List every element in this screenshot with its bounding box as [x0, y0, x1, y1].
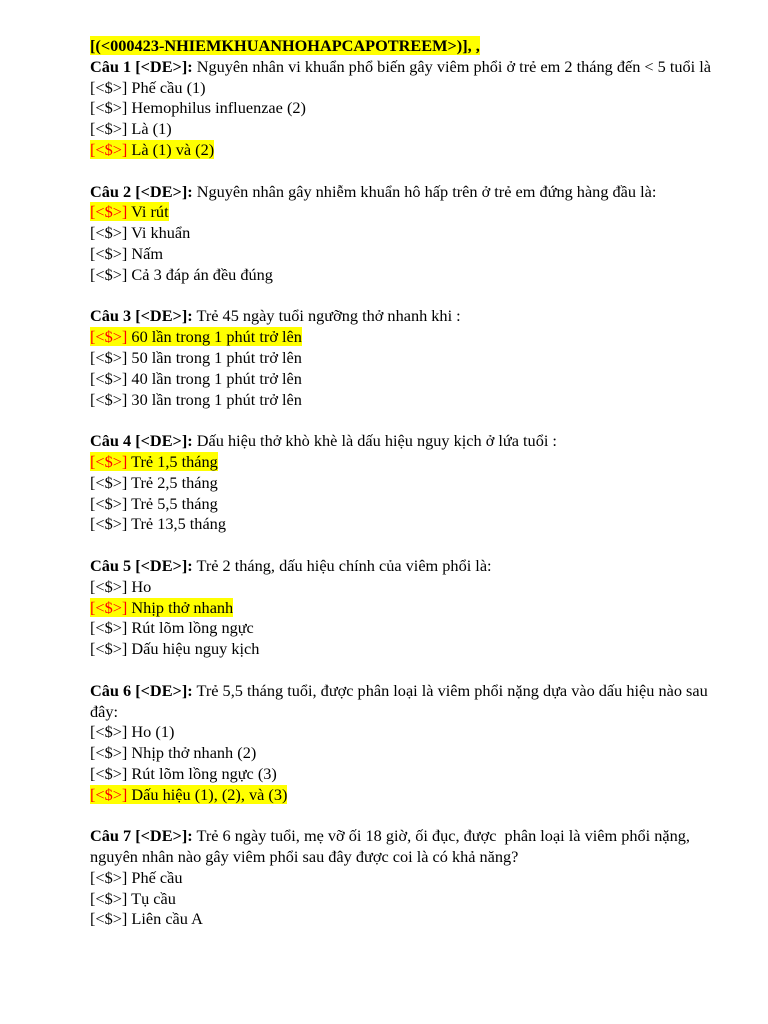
question-block-5 [90, 556, 730, 660]
answer-option [90, 223, 730, 244]
answer-marker: [<$>] [90, 618, 128, 638]
answer-marker: [<$>] [90, 639, 128, 659]
answer-option [90, 868, 730, 889]
answer-option [90, 473, 730, 494]
answer-marker: [<$>] [90, 202, 128, 222]
answer-text: Là (1) và (2) [127, 139, 215, 159]
question-stem [90, 556, 730, 577]
answer-text: Hemophilus influenzae (2) [127, 98, 306, 118]
answer-text: Trẻ 13,5 tháng [127, 514, 226, 534]
answer-text: Rút lõm lồng ngực (3) [127, 763, 277, 783]
answer-option [90, 78, 730, 99]
answer-text: Nhịp thở nhanh [127, 597, 234, 617]
answer-option-content [90, 577, 151, 596]
answer-marker: [<$>] [90, 514, 128, 534]
answer-option-correct [90, 140, 730, 161]
answer-marker: [<$>] [90, 77, 128, 97]
answer-option-content [90, 223, 190, 242]
answer-text: 40 lần trong 1 phút trở lên [127, 368, 302, 388]
question-label: Câu 4 [<DE>]: [90, 431, 193, 451]
answer-marker: [<$>] [90, 784, 128, 804]
answer-option [90, 98, 730, 119]
answer-text: Trẻ 1,5 tháng [127, 451, 218, 471]
question-stem [90, 431, 730, 452]
answer-text: Dấu hiệu (1), (2), và (3) [127, 784, 288, 804]
question-label: Câu 7 [<DE>]: [90, 826, 193, 846]
question-text: Nguyên nhân vi khuẩn phổ biến gây viêm phổi ở trẻ em 2 tháng đến < 5 tuổi là [192, 56, 712, 76]
answer-option-content [90, 889, 176, 908]
question-stem [90, 826, 730, 868]
answer-option-content [90, 202, 169, 221]
answer-marker: [<$>] [90, 867, 128, 887]
question-text: Dấu hiệu thở khò khè là dấu hiệu nguy kịch ở lứa tuổi : [192, 431, 557, 451]
answer-marker: [<$>] [90, 368, 128, 388]
answer-option-content [90, 327, 302, 346]
question-text: Trẻ 6 ngày tuổi, mẹ vỡ ối 18 giờ, ối đục, được phân loại là viêm phổi nặng, nguyên nhân nào gây viêm phổi sau đây được coi là có khả năng? [90, 826, 695, 867]
document-page [90, 36, 730, 930]
answer-option-content [90, 743, 256, 762]
answer-option [90, 764, 730, 785]
question-label: Câu 6 [<DE>]: [90, 680, 193, 700]
answer-text: Tụ cầu [127, 888, 176, 908]
answer-marker: [<$>] [90, 119, 128, 139]
question-block-7 [90, 826, 730, 930]
answer-option [90, 369, 730, 390]
answer-text: Cả 3 đáp án đều đúng [127, 264, 273, 284]
answer-marker: [<$>] [90, 389, 128, 409]
answer-option-content [90, 868, 183, 887]
answer-marker: [<$>] [90, 763, 128, 783]
question-block-2 [90, 182, 730, 286]
answer-marker: [<$>] [90, 576, 128, 596]
answer-option [90, 722, 730, 743]
answer-option [90, 244, 730, 265]
answer-option-correct [90, 327, 730, 348]
answer-text: Liên cầu A [127, 909, 203, 929]
answer-option [90, 348, 730, 369]
answer-option-correct [90, 598, 730, 619]
answer-option-content [90, 140, 214, 159]
answer-option-content [90, 348, 302, 367]
question-stem [90, 182, 730, 203]
question-label: Câu 5 [<DE>]: [90, 555, 193, 575]
answer-text: Nhịp thở nhanh (2) [127, 743, 257, 763]
question-label: Câu 3 [<DE>]: [90, 306, 193, 326]
answer-option-content [90, 473, 218, 492]
answer-text: Vi rút [127, 202, 169, 222]
question-block-4 [90, 431, 730, 535]
answer-marker: [<$>] [90, 493, 128, 513]
answer-option [90, 494, 730, 515]
answer-option-content [90, 909, 203, 928]
question-block-1 [90, 57, 730, 161]
answer-text: Trẻ 2,5 tháng [127, 472, 218, 492]
answer-option [90, 743, 730, 764]
answer-marker: [<$>] [90, 347, 128, 367]
answer-text: 50 lần trong 1 phút trở lên [127, 347, 302, 367]
answer-option [90, 618, 730, 639]
answer-marker: [<$>] [90, 451, 128, 471]
answer-option-content [90, 265, 273, 284]
answer-option-correct [90, 452, 730, 473]
question-label: Câu 2 [<DE>]: [90, 181, 193, 201]
answer-option-content [90, 618, 254, 637]
answer-marker: [<$>] [90, 909, 128, 929]
answer-marker: [<$>] [90, 327, 128, 347]
answer-option-content [90, 764, 277, 783]
answer-marker: [<$>] [90, 264, 128, 284]
answer-option-content [90, 494, 218, 513]
answer-text: Là (1) [127, 119, 172, 139]
question-list [90, 57, 730, 930]
answer-option-content [90, 390, 302, 409]
answer-text: Nấm [127, 243, 164, 263]
question-stem [90, 57, 730, 78]
answer-option [90, 889, 730, 910]
answer-option [90, 265, 730, 286]
answer-marker: [<$>] [90, 597, 128, 617]
answer-text: Dấu hiệu nguy kịch [127, 639, 260, 659]
answer-option-content [90, 785, 287, 804]
answer-option-content [90, 639, 259, 658]
question-text: Trẻ 45 ngày tuổi ngưỡng thở nhanh khi : [192, 306, 461, 326]
answer-marker: [<$>] [90, 223, 128, 243]
answer-marker: [<$>] [90, 743, 128, 763]
answer-option [90, 390, 730, 411]
question-block-6 [90, 681, 730, 806]
answer-option-content [90, 119, 172, 138]
answer-text: Ho (1) [127, 722, 175, 742]
question-text: Trẻ 5,5 tháng tuổi, được phân loại là viêm phổi nặng dựa vào dấu hiệu nào sau đây: [90, 680, 712, 721]
answer-text: Phế cầu [127, 867, 183, 887]
answer-text: Ho [127, 576, 152, 596]
document-header-text: [(<000423-NHIEMKHUANHOHAPCAPOTREEM>)], , [90, 36, 480, 55]
answer-marker: [<$>] [90, 243, 128, 263]
question-block-3 [90, 306, 730, 410]
answer-option-content [90, 722, 174, 741]
answer-text: Phế cầu (1) [127, 77, 206, 97]
answer-option-content [90, 369, 302, 388]
question-stem [90, 681, 730, 723]
answer-marker: [<$>] [90, 722, 128, 742]
question-text: Nguyên nhân gây nhiễm khuẩn hô hấp trên ở trẻ em đứng hàng đầu là: [192, 181, 657, 201]
answer-text: Trẻ 5,5 tháng [127, 493, 218, 513]
answer-option-content [90, 78, 206, 97]
answer-option-correct [90, 785, 730, 806]
document-header [90, 36, 730, 57]
answer-option [90, 577, 730, 598]
question-text: Trẻ 2 tháng, dấu hiệu chính của viêm phổi là: [192, 555, 492, 575]
answer-option-correct [90, 202, 730, 223]
answer-marker: [<$>] [90, 888, 128, 908]
answer-text: Vi khuẩn [127, 223, 191, 243]
question-stem [90, 306, 730, 327]
answer-option [90, 909, 730, 930]
answer-marker: [<$>] [90, 472, 128, 492]
answer-option [90, 514, 730, 535]
answer-option [90, 639, 730, 660]
answer-option-content [90, 514, 226, 533]
answer-option-content [90, 244, 163, 263]
answer-text: Rút lõm lồng ngực [127, 618, 254, 638]
answer-text: 60 lần trong 1 phút trở lên [127, 327, 302, 347]
answer-option [90, 119, 730, 140]
answer-text: 30 lần trong 1 phút trở lên [127, 389, 302, 409]
answer-option-content [90, 598, 233, 617]
answer-option-content [90, 98, 306, 117]
answer-marker: [<$>] [90, 139, 128, 159]
answer-option-content [90, 452, 218, 471]
question-label: Câu 1 [<DE>]: [90, 56, 193, 76]
answer-marker: [<$>] [90, 98, 128, 118]
